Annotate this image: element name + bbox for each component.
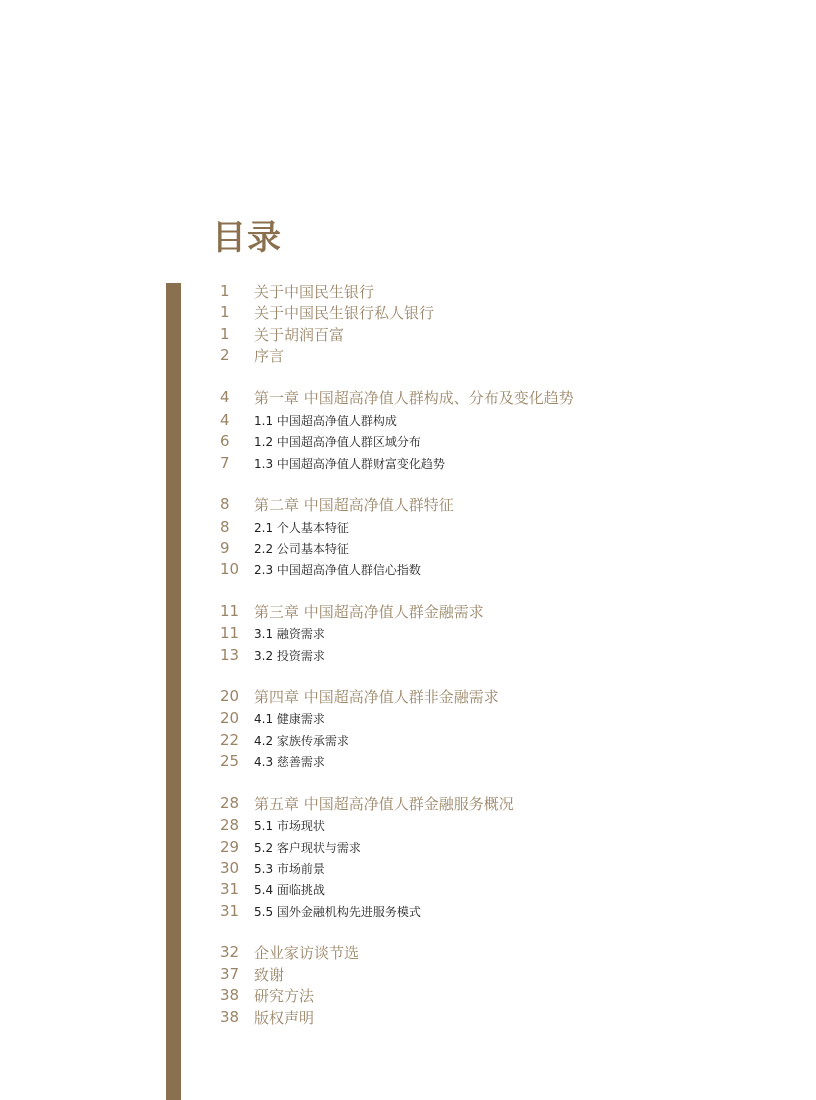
- toc-entry[interactable]: [220, 963, 284, 985]
- toc-page-number: 31: [220, 880, 240, 898]
- toc-subentry[interactable]: [220, 836, 361, 858]
- toc-subentry[interactable]: [220, 622, 325, 644]
- toc-subentry[interactable]: [220, 814, 325, 836]
- toc-entry-label: 1.1 中国超高净值人群构成: [254, 413, 397, 428]
- toc-page-number: 38: [220, 1008, 240, 1026]
- toc-page-number: 10: [220, 560, 240, 578]
- toc-entry-label: 版权声明: [254, 1008, 315, 1027]
- toc-entry[interactable]: [220, 685, 499, 707]
- toc-page-number: 32: [220, 943, 240, 961]
- toc-page-number: 28: [220, 794, 240, 812]
- toc-entry[interactable]: [220, 984, 314, 1006]
- toc-page-number: 9: [220, 539, 230, 557]
- toc-entry-label: 第一章 中国超高净值人群构成、分布及变化趋势: [254, 388, 574, 407]
- toc-page-number: 11: [220, 624, 240, 642]
- toc-entry-label: 序言: [254, 346, 285, 365]
- toc-entry-label: 第四章 中国超高净值人群非金融需求: [254, 687, 499, 706]
- toc-entry-label: 5.3 市场前景: [254, 861, 325, 876]
- toc-page-number: 8: [220, 518, 230, 536]
- toc-entry[interactable]: [220, 493, 454, 515]
- toc-entry[interactable]: [220, 600, 484, 622]
- toc-entry-label: 3.1 融资需求: [254, 626, 325, 641]
- toc-entry-label: 4.1 健康需求: [254, 711, 325, 726]
- toc-page-number: 1: [220, 282, 230, 300]
- toc-page-number: 30: [220, 859, 240, 877]
- toc-subentry[interactable]: [220, 430, 421, 452]
- toc-page-number: 22: [220, 731, 240, 749]
- toc-subentry[interactable]: [220, 409, 397, 431]
- toc-entry[interactable]: [220, 323, 344, 345]
- toc-subentry[interactable]: [220, 878, 325, 900]
- toc-entry-label: 2.3 中国超高净值人群信心指数: [254, 562, 421, 577]
- toc-entry-label: 5.5 国外金融机构先进服务模式: [254, 904, 421, 919]
- toc-entry-label: 5.1 市场现状: [254, 818, 325, 833]
- toc-entry-label: 1.3 中国超高净值人群财富变化趋势: [254, 456, 445, 471]
- toc-entry-label: 致谢: [254, 965, 285, 984]
- toc-entry-label: 1.2 中国超高净值人群区域分布: [254, 434, 421, 449]
- toc-entry[interactable]: [220, 792, 514, 814]
- toc-page-number: 1: [220, 303, 230, 321]
- page-title: 目录: [212, 218, 282, 258]
- toc-subentry[interactable]: [220, 452, 445, 474]
- toc-page-number: 4: [220, 411, 230, 429]
- toc-page-number: 28: [220, 816, 240, 834]
- toc-page-number: 13: [220, 646, 240, 664]
- toc-subentry[interactable]: [220, 644, 325, 666]
- toc-entry[interactable]: [220, 344, 284, 366]
- toc-entry-label: 第五章 中国超高净值人群金融服务概况: [254, 794, 514, 813]
- toc-entry-label: 关于中国民生银行私人银行: [254, 303, 435, 322]
- toc-entry-label: 关于中国民生银行: [254, 282, 375, 301]
- toc-entry[interactable]: [220, 301, 434, 323]
- toc-page-number: 31: [220, 902, 240, 920]
- toc-page-number: 20: [220, 709, 240, 727]
- toc-page-number: 2: [220, 346, 230, 364]
- toc-entry-label: 第二章 中国超高净值人群特征: [254, 495, 454, 514]
- toc-page-number: 7: [220, 454, 230, 472]
- toc-entry-label: 关于胡润百富: [254, 325, 345, 344]
- toc-entry-label: 5.2 客户现状与需求: [254, 840, 361, 855]
- toc-subentry[interactable]: [220, 750, 325, 772]
- toc-subentry[interactable]: [220, 558, 421, 580]
- toc-entry[interactable]: [220, 1006, 314, 1028]
- toc-page-number: 37: [220, 965, 240, 983]
- toc-subentry[interactable]: [220, 707, 325, 729]
- toc-page-number: 11: [220, 602, 240, 620]
- toc-entry-label: 2.2 公司基本特征: [254, 541, 349, 556]
- toc-entry[interactable]: [220, 280, 374, 302]
- toc-page-number: 20: [220, 687, 240, 705]
- toc-entry-label: 3.2 投资需求: [254, 648, 325, 663]
- toc-entry-label: 第三章 中国超高净值人群金融需求: [254, 602, 484, 621]
- toc-page-number: 8: [220, 495, 230, 513]
- toc-entry[interactable]: [220, 941, 359, 963]
- toc-entry-label: 4.3 慈善需求: [254, 754, 325, 769]
- toc-subentry[interactable]: [220, 857, 325, 879]
- toc-entry[interactable]: [220, 386, 574, 408]
- toc-entry-label: 5.4 面临挑战: [254, 882, 325, 897]
- toc-subentry[interactable]: [220, 537, 349, 559]
- toc-page-number: 1: [220, 325, 230, 343]
- toc-subentry[interactable]: [220, 729, 349, 751]
- toc-page-number: 25: [220, 752, 240, 770]
- toc-page-number: 38: [220, 986, 240, 1004]
- toc-entry-label: 研究方法: [254, 986, 315, 1005]
- toc-page-number: 29: [220, 838, 240, 856]
- toc-page-number: 4: [220, 388, 230, 406]
- toc-subentry[interactable]: [220, 516, 349, 538]
- side-accent-bar: [166, 283, 181, 1100]
- toc-subentry[interactable]: [220, 900, 421, 922]
- toc-entry-label: 企业家访谈节选: [254, 943, 360, 962]
- toc-page-number: 6: [220, 432, 230, 450]
- toc-entry-label: 2.1 个人基本特征: [254, 520, 349, 535]
- toc-entry-label: 4.2 家族传承需求: [254, 733, 349, 748]
